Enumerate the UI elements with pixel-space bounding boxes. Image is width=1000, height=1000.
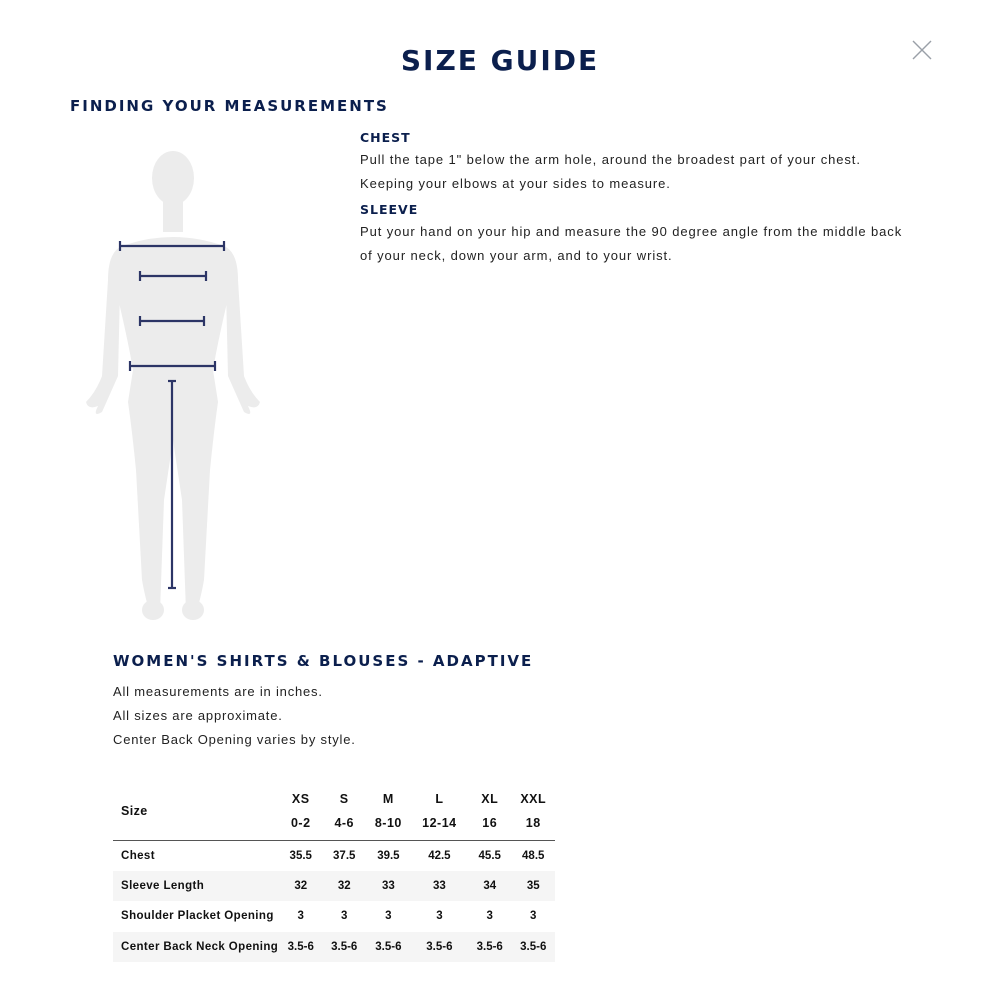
note-item: Center Back Opening varies by style. — [113, 732, 356, 747]
table-row — [113, 840, 555, 871]
size-label: XS — [291, 791, 310, 806]
size-range: 12-14 — [422, 815, 457, 830]
size-label: L — [435, 791, 444, 806]
body-silhouette-icon — [78, 140, 268, 630]
table-cell: 3 — [436, 910, 443, 923]
size-label: M — [382, 791, 394, 806]
size-column-xl — [468, 782, 511, 840]
table-cell: 34 — [483, 879, 497, 892]
table-cell: 45.5 — [478, 849, 501, 862]
table-row — [113, 871, 555, 902]
table-cell: 3.5-6 — [331, 940, 358, 953]
table-cell: 32 — [337, 879, 351, 892]
table-cell: 42.5 — [428, 849, 451, 862]
finding-measurements-heading: FINDING YOUR MEASUREMENTS — [70, 97, 389, 115]
table-cell: 48.5 — [522, 849, 545, 862]
table-cell: 3 — [341, 910, 348, 923]
table-cell: 33 — [432, 879, 446, 892]
sleeve-instructions — [360, 200, 903, 268]
size-column-xs — [279, 782, 322, 840]
size-column-l — [411, 782, 468, 840]
table-cell: 3 — [530, 910, 537, 923]
size-label: XL — [481, 791, 499, 806]
size-label: XXL — [520, 791, 547, 806]
chest-instructions — [360, 128, 860, 196]
size-column-m — [366, 782, 411, 840]
table-cell: 3 — [385, 910, 392, 923]
close-button[interactable] — [910, 38, 934, 62]
body-silhouette — [78, 140, 268, 630]
chest-line-2: Keeping your elbows at your sides to measure. — [360, 176, 671, 191]
sleeve-line-1: Put your hand on your hip and measure the 90 degree angle from the middle back — [360, 224, 903, 239]
chest-title: CHEST — [360, 130, 411, 145]
table-row — [113, 932, 555, 963]
sleeve-line-2: of your neck, down your arm, and to your wrist. — [360, 248, 673, 263]
table-cell: 3.5-6 — [426, 940, 453, 953]
note-item: All measurements are in inches. — [113, 684, 323, 699]
table-cell: 32 — [294, 879, 308, 892]
table-cell: 33 — [381, 879, 395, 892]
size-label: S — [339, 791, 349, 806]
table-cell: 37.5 — [333, 849, 356, 862]
table-cell: 3.5-6 — [375, 940, 402, 953]
row-label: Chest — [121, 849, 155, 862]
size-range: 18 — [525, 815, 541, 830]
table-cell: 3 — [486, 910, 493, 923]
size-chart-notes — [113, 680, 356, 752]
table-cell: 35 — [526, 879, 540, 892]
chest-line-1: Pull the tape 1" below the arm hole, around the broadest part of your chest. — [360, 152, 861, 167]
row-label: Shoulder Placket Opening — [121, 910, 274, 923]
sleeve-title: SLEEVE — [360, 202, 419, 217]
size-range: 4-6 — [334, 815, 355, 830]
size-header-label: Size — [121, 803, 148, 818]
size-column-xxl — [511, 782, 555, 840]
table-cell: 35.5 — [289, 849, 312, 862]
size-table — [113, 782, 555, 962]
size-header-row — [113, 782, 555, 840]
table-cell: 39.5 — [377, 849, 400, 862]
table-cell: 3.5-6 — [287, 940, 314, 953]
table-row — [113, 901, 555, 932]
page-title: SIZE GUIDE — [400, 44, 600, 77]
row-label: Sleeve Length — [121, 879, 205, 892]
note-item: All sizes are approximate. — [113, 708, 283, 723]
table-cell: 3.5-6 — [520, 940, 547, 953]
table-cell: 3.5-6 — [476, 940, 503, 953]
size-range: 8-10 — [374, 815, 402, 830]
close-icon[interactable] — [910, 38, 934, 62]
size-chart-heading: WOMEN'S SHIRTS & BLOUSES - ADAPTIVE — [113, 652, 534, 670]
size-range: 0-2 — [290, 815, 311, 830]
size-range: 16 — [482, 815, 498, 830]
table-cell: 3 — [297, 910, 304, 923]
size-column-s — [322, 782, 365, 840]
row-label: Center Back Neck Opening — [121, 940, 279, 953]
